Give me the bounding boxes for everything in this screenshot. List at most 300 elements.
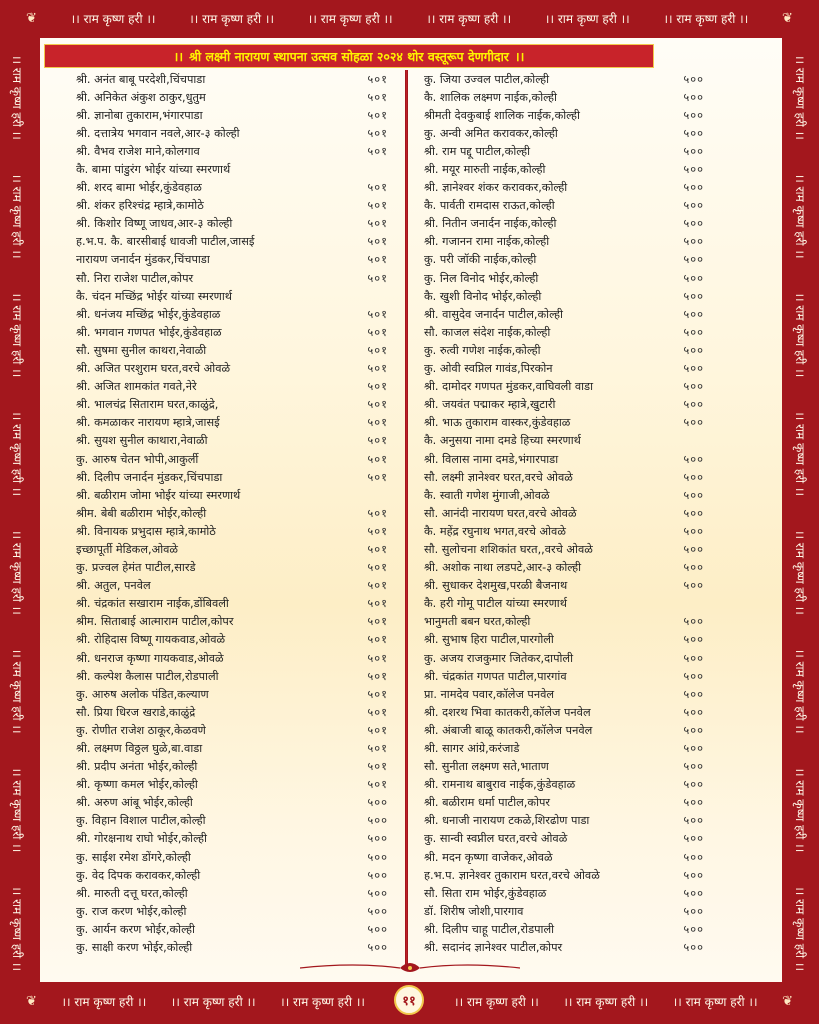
donor-name: कु. आर्यन करण भोईर,कोल्ही xyxy=(76,922,195,936)
donor-row xyxy=(76,396,388,414)
donor-row xyxy=(76,812,388,830)
chant-text: ।। राम कृष्ण हरी ।। xyxy=(563,994,649,1009)
chant-text: ।। राम कृष्ण हरी ।। xyxy=(61,994,147,1009)
donor-name: कु. आरुष चेतन भोपी,आकुर्ली xyxy=(76,452,199,466)
donor-row xyxy=(76,106,388,124)
donor-row xyxy=(424,269,704,287)
donor-row xyxy=(76,341,388,359)
donor-name: श्री. चंद्रकांत गणपत पाटील,पारगांव xyxy=(424,669,567,683)
donor-row xyxy=(76,522,388,540)
donation-amount: ५०१ xyxy=(367,434,388,448)
donor-name: श्रीमती देवकुबाई शालिक नाईक,कोल्ही xyxy=(424,108,580,122)
donor-row xyxy=(424,776,704,794)
donor-name: श्री. अजित परशुराम घरत,वरचे ओवळे xyxy=(76,362,231,376)
donation-amount: ५०१ xyxy=(367,72,388,86)
page-title xyxy=(44,44,654,68)
donor-name: श्री. मारुती दत्तू घरत,कोल्ही xyxy=(76,886,188,900)
donation-amount: ५०१ xyxy=(367,597,388,611)
donor-name: श्री. दत्तात्रेय भगवान नवले,आर-३ कोल्ही xyxy=(76,126,240,140)
donor-row xyxy=(424,631,704,649)
donation-amount: ५०० xyxy=(683,633,704,647)
donor-name: कु. सान्वी स्वप्नील घरत,वरचे ओवळे xyxy=(424,832,568,846)
donor-row xyxy=(76,486,388,504)
donor-name: कै. चंदन मच्छिंद्र भोईर यांच्या स्मरणार्थ xyxy=(76,289,232,303)
donation-amount: ५०१ xyxy=(367,615,388,629)
donor-row xyxy=(424,939,704,957)
chant-text: ।। राम कृष्ण हरी ।। xyxy=(10,54,25,140)
donor-row xyxy=(424,124,704,142)
donation-amount: ५०० xyxy=(683,651,704,665)
donor-name: कै. अनुसया नामा दमडे हिच्या स्मरणार्थ xyxy=(424,434,581,448)
donation-amount: ५०१ xyxy=(367,416,388,430)
chant-text: ।। राम कृष्ण हरी ।। xyxy=(544,11,630,26)
donor-row xyxy=(424,739,704,757)
donation-amount: ५०१ xyxy=(367,217,388,231)
donor-row xyxy=(76,414,388,432)
chant-text: ।। राम कृष्ण हरी ।। xyxy=(10,886,25,972)
donation-amount: ५०१ xyxy=(367,144,388,158)
donation-amount: ५०० xyxy=(683,669,704,683)
donation-amount: ५०१ xyxy=(367,687,388,701)
donation-amount: ५०१ xyxy=(367,108,388,122)
donor-row xyxy=(424,378,704,396)
donation-amount: ५०० xyxy=(683,108,704,122)
donor-row xyxy=(424,613,704,631)
donor-row xyxy=(76,631,388,649)
donation-amount: ५०० xyxy=(367,941,388,955)
donor-row xyxy=(76,559,388,577)
donor-row xyxy=(424,522,704,540)
donor-name: श्री. बळीराम धर्मा पाटील,कोपर xyxy=(424,796,551,810)
donor-name: कु. राज करण भोईर,कोल्ही xyxy=(76,904,187,918)
donor-name: भानुमती बबन घरत,कोल्ही xyxy=(424,615,531,629)
donation-amount: ५०१ xyxy=(367,561,388,575)
donation-amount: ५०० xyxy=(683,886,704,900)
donor-name: श्रीम. बेबी बळीराम भोईर,कोल्ही xyxy=(76,506,207,520)
donor-row xyxy=(424,414,704,432)
donor-name: श्री. दामोदर गणपत मुंडकर,वाघिवली वाडा xyxy=(424,380,594,394)
donor-row xyxy=(76,160,388,178)
fleur-ornament-icon: ❦ xyxy=(26,10,37,26)
column-divider xyxy=(405,70,408,968)
donation-amount: ५०० xyxy=(367,922,388,936)
donation-amount: ५०० xyxy=(683,488,704,502)
chant-text: ।। राम कृष्ण हरी ।। xyxy=(10,411,25,497)
chant-text: ।। राम कृष्ण हरी ।। xyxy=(10,767,25,853)
donor-name: श्री. सुभाष हिरा पाटील,पारगोली xyxy=(424,633,554,647)
donor-row xyxy=(424,649,704,667)
donor-name: श्री. धनराज कृष्णा गायकवाड,ओवळे xyxy=(76,651,224,665)
donor-row xyxy=(424,685,704,703)
donor-row xyxy=(424,884,704,902)
donation-amount: ५०० xyxy=(683,163,704,177)
donor-name: ह.भ.प. कै. बारसीबाई धावजी पाटील,जासई xyxy=(76,235,255,249)
donation-amount: ५०० xyxy=(683,705,704,719)
chant-text: ।। राम कृष्ण हरी ।। xyxy=(10,529,25,615)
donation-amount: ५०० xyxy=(683,343,704,357)
donor-name: श्री. राम पद्दू पाटील,कोल्ही xyxy=(424,144,531,158)
donor-row xyxy=(424,812,704,830)
donation-amount: ५०१ xyxy=(367,126,388,140)
donor-row xyxy=(424,721,704,739)
title-marker: ।। xyxy=(173,48,184,64)
donor-row xyxy=(424,595,704,613)
donor-name: श्री. चंद्रकांत सखाराम नाईक,डोंबिवली xyxy=(76,597,229,611)
donor-name: कै. महेंद्र रघुनाथ भगत,वरचे ओवळे xyxy=(424,524,566,538)
donation-amount: ५०० xyxy=(683,144,704,158)
donation-amount: ५०१ xyxy=(367,343,388,357)
chant-text: ।। राम कृष्ण हरी ।। xyxy=(793,411,808,497)
donor-name: कु. साक्षी करण भोईर,कोल्ही xyxy=(76,941,193,955)
chant-text: ।। राम कृष्ण हरी ।। xyxy=(70,11,156,26)
donation-amount: ५०० xyxy=(683,904,704,918)
donation-amount: ५०० xyxy=(683,850,704,864)
donor-name: श्री. ज्ञानोबा तुकाराम,भंगारपाडा xyxy=(76,108,203,122)
donor-name: श्री. विनायक प्रभुदास म्हात्रे,कामोठे xyxy=(76,524,216,538)
donor-name: श्री. सुयश सुनील काथारा,नेवाळी xyxy=(76,434,208,448)
donor-row xyxy=(76,595,388,613)
chant-text: ।। राम कृष्ण हरी ।। xyxy=(454,994,539,1009)
donor-name: कै. शालिक लक्ष्मण नाईक,कोल्ही xyxy=(424,90,557,104)
donor-row xyxy=(76,197,388,215)
donation-amount: ५०० xyxy=(683,506,704,520)
donor-row xyxy=(424,794,704,812)
donation-amount: ५०१ xyxy=(367,579,388,593)
chant-text: ।। राम कृष्ण हरी ।। xyxy=(10,648,25,734)
donor-row xyxy=(76,305,388,323)
donation-amount: ५०० xyxy=(683,307,704,321)
donor-name: श्री. किशोर विष्णू जाधव,आर-३ कोल्ही xyxy=(76,217,233,231)
donor-row xyxy=(76,758,388,776)
donor-row xyxy=(76,685,388,703)
donor-name: श्री. ज्ञानेश्वर शंकर करावकर,कोल्ही xyxy=(424,181,568,195)
donation-amount: ५०१ xyxy=(367,199,388,213)
chant-text: ।। राम कृष्ण हरी ।। xyxy=(672,994,758,1009)
donor-name: श्री. मदन कृष्णा वाजेकर,ओवळे xyxy=(424,850,553,864)
donor-name: श्री. दिलीप चाहू पाटील,रोडपाली xyxy=(424,922,555,936)
donor-name: कु. परी जॉकी नाईक,कोल्ही xyxy=(424,253,537,267)
donation-amount: ५०१ xyxy=(367,542,388,556)
donor-name: कै. खुशी विनोद भोईर,कोल्ही xyxy=(424,289,542,303)
donor-row xyxy=(424,486,704,504)
donor-row xyxy=(76,649,388,667)
donation-amount: ५०० xyxy=(683,796,704,810)
left-chant-strip xyxy=(6,38,30,988)
donation-amount: ५०० xyxy=(683,235,704,249)
donation-amount: ५०० xyxy=(367,832,388,846)
donor-row xyxy=(424,559,704,577)
donor-name: श्री. प्रदीप अनंता भोईर,कोल्ही xyxy=(76,760,198,774)
donor-row xyxy=(76,721,388,739)
donor-list-right xyxy=(424,70,704,957)
donation-amount: ५०० xyxy=(683,416,704,430)
donor-name: श्री. अजित शामकांत गवते,नेरे xyxy=(76,380,197,394)
chant-text: ।। राम कृष्ण हरी ।। xyxy=(793,648,808,734)
donor-row xyxy=(424,233,704,251)
chant-text: ।। राम कृष्ण हरी ।। xyxy=(426,11,512,26)
title-marker: ।। xyxy=(514,48,525,64)
donor-name: श्री. कल्पेश कैलास पाटील,रोडपाली xyxy=(76,669,219,683)
donation-amount: ५०१ xyxy=(367,778,388,792)
flourish-ornament-icon xyxy=(300,960,520,976)
donor-name: श्री. लक्ष्मण विठ्ठल घुळे,बा.वाडा xyxy=(76,742,203,756)
donation-amount: ५०० xyxy=(683,72,704,86)
donor-name: सौ. सिता राम भोईर,कुंडेवहाळ xyxy=(424,886,547,900)
donor-row xyxy=(76,179,388,197)
title-text: श्री लक्ष्मी नारायण स्थापना उत्सव सोहळा २०२४ थोर वस्तूरूप देणगीदार xyxy=(189,48,509,64)
donor-row xyxy=(424,251,704,269)
donor-row xyxy=(76,577,388,595)
donor-row xyxy=(76,360,388,378)
donor-name: सौ. निरा राजेश पाटील,कोपर xyxy=(76,271,194,285)
donor-name: श्री. शरद बामा भोईर,कुंडेवहाळ xyxy=(76,181,202,195)
donor-name: इच्छापूर्ती मेडिकल,ओवळे xyxy=(76,542,178,556)
donor-row xyxy=(76,884,388,902)
donation-amount: ५०१ xyxy=(367,669,388,683)
donation-amount: ५०१ xyxy=(367,253,388,267)
donor-row xyxy=(424,920,704,938)
donor-row xyxy=(424,360,704,378)
donor-name: कु. अन्वी अमित करावकर,कोल्ही xyxy=(424,126,558,140)
donor-row xyxy=(76,88,388,106)
donor-row xyxy=(424,830,704,848)
donor-name: कु. आरुष अलोक पंडित,कल्याण xyxy=(76,687,209,701)
donation-amount: ५०० xyxy=(683,778,704,792)
donation-amount: ५०१ xyxy=(367,524,388,538)
donor-row xyxy=(424,305,704,323)
donor-name: कु. रोणीत राजेश ठाकूर,केळवणे xyxy=(76,723,206,737)
donation-amount: ५०० xyxy=(683,814,704,828)
donor-row xyxy=(76,323,388,341)
donor-name: कु. साईश रमेश डोंगरे,कोल्ही xyxy=(76,850,191,864)
donation-amount: ५०० xyxy=(683,832,704,846)
donor-name: श्री. अतुल, पनवेल xyxy=(76,579,151,593)
donor-row xyxy=(76,902,388,920)
donation-amount: ५०० xyxy=(683,126,704,140)
donor-row xyxy=(76,613,388,631)
donation-amount: ५०१ xyxy=(367,705,388,719)
donor-name: श्री. नितीन जनार्दन नाईक,कोल्ही xyxy=(424,217,557,231)
donor-name: श्री. सुधाकर देशमुख,परळी बैजनाथ xyxy=(424,579,568,593)
donor-name: श्री. वैभव राजेश माने,कोलगाव xyxy=(76,144,200,158)
donor-row xyxy=(76,450,388,468)
donation-amount: ५०० xyxy=(683,217,704,231)
chant-text: ।। राम कृष्ण हरी ।। xyxy=(10,292,25,378)
donor-name: कै. स्वाती गणेश मुंगाजी,ओवळे xyxy=(424,488,550,502)
donation-amount: ५०० xyxy=(683,452,704,466)
donation-amount: ५०० xyxy=(683,723,704,737)
donor-name: कै. हरी गोमू पाटील यांच्या स्मरणार्थ xyxy=(424,597,567,611)
donor-row xyxy=(424,848,704,866)
donation-amount: ५०१ xyxy=(367,742,388,756)
right-chant-strip xyxy=(789,38,813,988)
donation-amount: ५०० xyxy=(683,524,704,538)
donor-row xyxy=(424,902,704,920)
donation-amount: ५०० xyxy=(683,253,704,267)
donor-row xyxy=(76,287,388,305)
donation-amount: ५०१ xyxy=(367,325,388,339)
donor-name: कु. जिया उज्वल पाटील,कोल्ही xyxy=(424,72,550,86)
donor-name: श्री. दशरथ भिवा कातकरी,कॉलेज पनवेल xyxy=(424,705,591,719)
donor-row xyxy=(424,341,704,359)
donor-row xyxy=(424,197,704,215)
donation-amount: ५०१ xyxy=(367,90,388,104)
donor-row xyxy=(76,866,388,884)
donor-name: प्रा. नामदेव पवार,कॉलेज पनवेल xyxy=(424,687,555,701)
donor-name: श्री. सागर आंग्रे,करंजाडे xyxy=(424,742,520,756)
donor-row xyxy=(424,866,704,884)
donor-row xyxy=(424,450,704,468)
donation-amount: ५०१ xyxy=(367,470,388,484)
donor-name: सौ. प्रिया धिरज खराडे,काळुंद्रे xyxy=(76,705,196,719)
donor-name: सौ. सुषमा सुनील काथरा,नेवाळी xyxy=(76,343,207,357)
donor-name: श्री. भगवान गणपत भोईर,कुंडेवहाळ xyxy=(76,325,222,339)
donor-name: सौ. सुलोचना शशिकांत घरत,,वरचे ओवळे xyxy=(424,542,593,556)
donor-name: श्री. गोरक्षनाथ राघो भोईर,कोल्ही xyxy=(76,832,207,846)
donor-name: श्री. दिलीप जनार्दन मुंडकर,चिंचपाडा xyxy=(76,470,223,484)
donation-amount: ५०१ xyxy=(367,181,388,195)
donor-name: कु. अजय राजकुमार जितेकर,दापोली xyxy=(424,651,573,665)
donor-name: श्री. मयूर मारुती नाईक,कोल्ही xyxy=(424,163,546,177)
donation-amount: ५०० xyxy=(683,941,704,955)
donor-row xyxy=(76,830,388,848)
donor-name: डॉ. शिरीष जोशी,पारगाव xyxy=(424,904,524,918)
donor-row xyxy=(76,233,388,251)
donor-name: श्री. अनंत बाबू परदेशी,चिंचपाडा xyxy=(76,72,206,86)
top-chant-strip xyxy=(0,6,819,30)
fleur-ornament-icon: ❦ xyxy=(782,10,793,26)
donor-row xyxy=(76,251,388,269)
donation-amount: ५०१ xyxy=(367,633,388,647)
donor-name: श्री. रोहिदास विष्णू गायकवाड,ओवळे xyxy=(76,633,226,647)
donation-amount: ५०० xyxy=(367,850,388,864)
donor-name: श्री. जयवंत पद्माकर म्हात्रे,खुटारी xyxy=(424,398,556,412)
donation-amount: ५०० xyxy=(683,325,704,339)
donor-name: कै. बामा पांडुरंग भोईर यांच्या स्मरणार्थ xyxy=(76,163,231,177)
donation-amount: ५०० xyxy=(683,922,704,936)
donor-list-left xyxy=(76,70,388,957)
donor-row xyxy=(424,88,704,106)
donor-name: श्री. धनाजी नारायण टकळे,शिरढोण पाडा xyxy=(424,814,590,828)
donor-name: कु. ओवी स्वप्निल गावंड,पिरकोन xyxy=(424,362,553,376)
donation-amount: ५०१ xyxy=(367,380,388,394)
donor-row xyxy=(76,920,388,938)
donor-row xyxy=(76,794,388,812)
donor-name: श्री. भालचंद्र सिताराम घरत,काळुंद्रे, xyxy=(76,398,219,412)
chant-text: ।। राम कृष्ण हरी ।। xyxy=(793,886,808,972)
donor-name: श्री. धनंजय मच्छिंद्र भोईर,कुंडेवहाळ xyxy=(76,307,221,321)
donation-amount: ५०० xyxy=(683,199,704,213)
donor-row xyxy=(76,142,388,160)
donation-amount: ५०० xyxy=(683,362,704,376)
chant-text: ।। राम कृष्ण हरी ।। xyxy=(280,994,365,1009)
donor-row xyxy=(76,215,388,233)
donor-row xyxy=(76,124,388,142)
donor-row xyxy=(76,378,388,396)
donation-amount: ५०० xyxy=(683,398,704,412)
donor-name: श्री. बळीराम जोमा भोईर यांच्या स्मरणार्थ xyxy=(76,488,241,502)
donor-name: श्री. भाऊ तुकाराम वास्कर,कुंडेवहाळ xyxy=(424,416,571,430)
donor-name: कै. पार्वती रामदास राऊत,कोल्ही xyxy=(424,199,555,213)
donor-name: श्री. रामनाथ बाबुराव नाईक,कुंडेवहाळ xyxy=(424,778,576,792)
donor-row xyxy=(424,70,704,88)
donor-row xyxy=(76,540,388,558)
donation-amount: ५०० xyxy=(683,380,704,394)
donor-row xyxy=(76,269,388,287)
donation-amount: ५०० xyxy=(367,814,388,828)
donation-amount: ५०१ xyxy=(367,452,388,466)
donation-amount: ५०१ xyxy=(367,271,388,285)
donor-row xyxy=(76,739,388,757)
donor-row xyxy=(76,939,388,957)
donor-name: श्री. अशोक नाथा लडपटे,आर-३ कोल्ही xyxy=(424,561,582,575)
donor-name: श्री. शंकर हरिश्चंद्र म्हात्रे,कामोठे xyxy=(76,199,204,213)
donor-row xyxy=(424,540,704,558)
donor-row xyxy=(424,142,704,160)
donor-name: नारायण जनार्दन मुंडकर,चिंचपाडा xyxy=(76,253,210,267)
donation-amount: ५०० xyxy=(367,868,388,882)
donor-row xyxy=(424,577,704,595)
donation-amount: ५०१ xyxy=(367,723,388,737)
page-number: ११ xyxy=(394,985,424,1015)
donation-amount: ५०१ xyxy=(367,307,388,321)
donor-row xyxy=(76,468,388,486)
chant-text: ।। राम कृष्ण हरी ।। xyxy=(793,767,808,853)
donor-row xyxy=(424,758,704,776)
donation-amount: ५०० xyxy=(683,470,704,484)
donation-amount: ५०० xyxy=(683,561,704,575)
donor-row xyxy=(76,432,388,450)
donor-name: कु. रुत्वी गणेश नाईक,कोल्ही xyxy=(424,343,541,357)
donation-amount: ५०१ xyxy=(367,651,388,665)
chant-text: ।। राम कृष्ण हरी ।। xyxy=(307,11,393,26)
donor-name: सौ. सुनीता लक्ष्मण सते,भाताण xyxy=(424,760,549,774)
donor-row xyxy=(424,504,704,522)
chant-text: ।। राम कृष्ण हरी ।। xyxy=(663,11,749,26)
donor-name: श्री. वासुदेव जनार्दन पाटील,कोल्ही xyxy=(424,307,563,321)
donation-amount: ५०० xyxy=(683,742,704,756)
donor-row xyxy=(424,215,704,233)
donor-row xyxy=(424,323,704,341)
donor-row xyxy=(424,160,704,178)
donor-row xyxy=(424,667,704,685)
chant-text: ।। राम कृष्ण हरी ।। xyxy=(10,173,25,259)
donation-amount: ५०० xyxy=(367,904,388,918)
fleur-ornament-icon: ❦ xyxy=(782,993,793,1009)
donor-name: कु. निल विनोद भोईर,कोल्ही xyxy=(424,271,539,285)
donation-amount: ५०० xyxy=(683,271,704,285)
donor-row xyxy=(424,432,704,450)
donation-amount: ५०१ xyxy=(367,362,388,376)
donor-name: श्री. अनिकेत अंकुश ठाकुर,धुतुम xyxy=(76,90,206,104)
chant-text: ।। राम कृष्ण हरी ।। xyxy=(793,173,808,259)
donor-name: श्री. कृष्णा कमल भोईर,कोल्ही xyxy=(76,778,198,792)
donation-amount: ५०० xyxy=(683,181,704,195)
donor-name: सौ. लक्ष्मी ज्ञानेश्वर घरत,वरचे ओवळे xyxy=(424,470,573,484)
donor-row xyxy=(424,179,704,197)
donation-amount: ५०० xyxy=(683,687,704,701)
donor-name: श्रीम. सिताबाई आत्माराम पाटील,कोपर xyxy=(76,615,234,629)
donation-amount: ५०० xyxy=(683,289,704,303)
donor-name: श्री. गजानन रामा नाईक,कोल्ही xyxy=(424,235,550,249)
donor-name: कु. प्रज्वल हेमंत पाटील,सारडे xyxy=(76,561,196,575)
donor-name: कु. वेद दिपक करावकर,कोल्ही xyxy=(76,868,201,882)
donation-amount: ५०१ xyxy=(367,398,388,412)
donor-name: सौ. आनंदी नारायण घरत,वरचे ओवळे xyxy=(424,506,577,520)
donation-amount: ५०० xyxy=(367,886,388,900)
donation-amount: ५०० xyxy=(683,615,704,629)
donation-amount: ५०१ xyxy=(367,235,388,249)
